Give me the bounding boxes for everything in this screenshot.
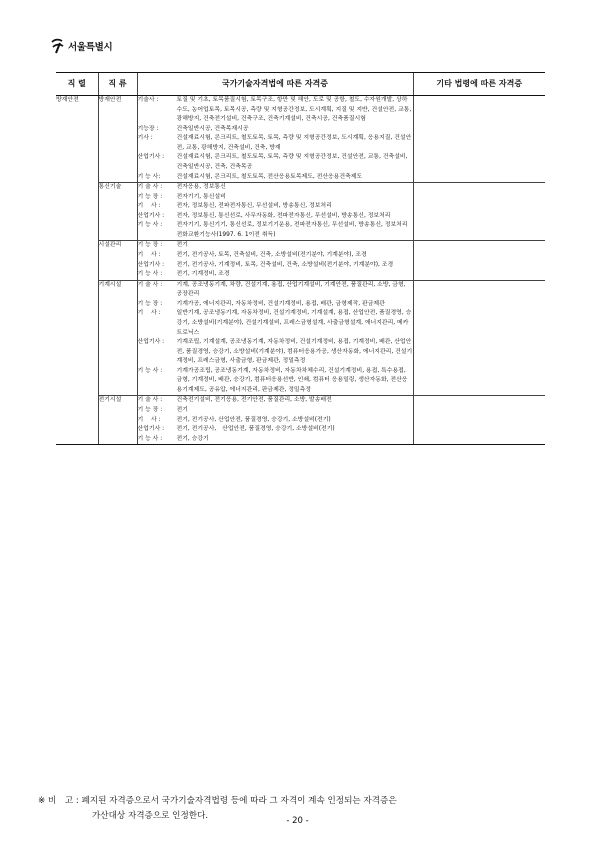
cert-entry xyxy=(138,183,413,193)
cert-field-list: 전기 xyxy=(176,407,188,413)
cert-entry xyxy=(138,212,413,222)
cert-entry xyxy=(138,270,413,280)
cert-entry xyxy=(138,125,413,135)
cert-grade-label: 기 술 사 : xyxy=(137,184,163,191)
national-cert-cell xyxy=(137,280,413,396)
seoul-logo-icon xyxy=(50,38,66,54)
cert-entry xyxy=(138,435,413,445)
logo-text: 서울특별시 xyxy=(68,42,113,53)
other-cert-cell xyxy=(413,241,545,280)
cert-field-list: 건축일반시공, 건축목재시공 xyxy=(176,125,249,132)
header-national-cert: 국가기술자격법에 따른 자격증 xyxy=(137,73,413,96)
table-row xyxy=(56,241,545,280)
cert-field-list: 건설재료시험, 콘크리트, 철도토목, 토목, 측량 및 지형공간정보, 도시계획, 응용지질, 건설안전, 교통, 광해방지, 건축설비, 건축, 방재 xyxy=(176,135,412,151)
cert-field-list: 토질 및 기초, 토목품질시험, 토목구조, 항만 및 해안, 도로 및 공항, 철도, 수자원개발, 상하수도, 농어업토목, 토목시공, 측량 및 지형공간정보, 도시계획, 지질 및 지반, 건설안전, 교통, 광해방지, 건축전기설비, 건축구조, 건축기계설비, 건축시공, 건축품질시험 xyxy=(176,97,412,123)
cert-grade-label: 기 사 : xyxy=(137,416,161,423)
national-cert-cell xyxy=(137,183,413,241)
other-cert-cell xyxy=(413,96,545,183)
cert-grade-label: 기능장 : xyxy=(137,125,159,132)
cert-grade-label: 기술사 : xyxy=(137,97,159,103)
cert-entry xyxy=(138,309,413,338)
cert-grade-label: 기 능 장 : xyxy=(137,407,163,413)
cert-field-list: 전기, 승강기 xyxy=(176,435,209,442)
header-other-cert: 기타 법령에 따른 자격증 xyxy=(413,73,545,96)
cert-field-list: 전화교환기능사(1997. 6. 1이전 취득) xyxy=(176,231,276,238)
seoul-logo xyxy=(50,38,112,54)
table-row xyxy=(56,96,545,183)
cert-grade-label: 기 능 장 : xyxy=(137,242,163,249)
cert-grade-label: 기 능 장 : xyxy=(137,300,163,307)
cert-entry xyxy=(138,202,413,212)
cert-grade-label: 기 능 사: xyxy=(137,173,161,180)
cert-field-list: 전기, 전기공사, 토목, 건축설비, 건축, 소방설비(전기분야, 기계분야), 조경 xyxy=(176,252,367,258)
cert-field-list: 기계, 공조냉동기계, 차량, 건설기계, 용접, 산업기계설비, 기계안전, 품질관리, 소방, 금형, 공장관리 xyxy=(176,281,406,298)
cert-field-list: 일반기계, 공조냉동기계, 자동차정비, 건설기계정비, 기계설계, 용접, 산업안전, 품질경영, 승강기, 소방설비(기계분야), 건설기계설비, 프레스금형설계, 사출금형설계, 에너지관리, 메카트로닉스 xyxy=(176,310,412,336)
table-body xyxy=(56,96,545,445)
jikryu-cell: 전기시설 xyxy=(98,396,137,445)
cert-field-list: 전기, 기계정비, 조경 xyxy=(176,271,230,278)
cert-entry xyxy=(138,261,413,271)
cert-field-list: 전자기기, 통신기기, 통신선로, 정보기기운용, 전파전자통신, 무선설비, 방송통신, 정보처리 xyxy=(176,222,408,229)
jikryu-cell: 통신기술 xyxy=(98,183,137,241)
cert-grade-label xyxy=(138,231,177,241)
cert-entry xyxy=(138,367,413,396)
cert-field-list: 전기, 전기공사, 산업안전, 품질경영, 승강기, 소방설비(전기) xyxy=(176,426,335,433)
cert-grade-label: 기 술 사 : xyxy=(137,281,163,288)
other-cert-cell xyxy=(413,183,545,241)
cert-grade-label: 산업기사 : xyxy=(137,154,165,161)
cert-grade-label: 기 능 사 : xyxy=(137,222,163,229)
cert-entry xyxy=(138,231,413,241)
table-header-row xyxy=(56,73,545,96)
cert-field-list: 건축전기설비, 전기응용, 전기안전, 품질관리, 소방, 발송배전 xyxy=(176,397,332,404)
table-row xyxy=(56,280,545,396)
cert-entry xyxy=(138,173,413,183)
cert-field-list: 건설재료시험, 콘크리트, 철도토목, 토목, 측량 및 지형공간정보, 건설안전, 교통, 건축설비, 건축일반시공, 건축, 건축목공 xyxy=(176,154,408,170)
cert-entry xyxy=(138,221,413,231)
jikryeol-cell: 방재안전 xyxy=(56,96,98,281)
cert-entry xyxy=(138,425,413,435)
cert-entry xyxy=(138,193,413,203)
jikryeol-cell xyxy=(56,280,98,396)
cert-entry xyxy=(138,416,413,426)
jikryu-cell: 기계시설 xyxy=(98,280,137,396)
cert-field-list: 기계가공조립, 공조냉동기계, 자동차정비, 자동차차체수리, 건설기계정비, 용접, 특수용접, 금형, 기계정비, 배관, 승강기, 컴퓨터응용선반, 인쇄, 컴퓨터 응용밀링, 생산자동화, 전산응용기계제도, 공유압, 에너지관리, 판금제관, 정밀측정 xyxy=(176,367,408,393)
cert-grade-label: 기 사 : xyxy=(137,203,161,210)
cert-field-list: 전기, 전기공사, 기계정비, 토목, 건축설비, 건축, 소방설비(전기분야, 기계분야), 조경 xyxy=(176,261,394,268)
cert-entry xyxy=(138,96,413,125)
cert-entry xyxy=(138,338,413,367)
cert-grade-label: 기 능 사 : xyxy=(137,435,163,442)
cert-grade-label: 기 사 : xyxy=(137,310,161,317)
cert-grade-label: 기 능 사 : xyxy=(137,367,163,374)
other-cert-cell xyxy=(413,280,545,396)
cert-grade-label: 산업기사 : xyxy=(137,426,165,433)
cert-grade-label: 산업기사 : xyxy=(137,212,165,219)
header-jikryu: 직 류 xyxy=(98,73,137,96)
national-cert-cell xyxy=(137,396,413,445)
cert-entry xyxy=(138,153,413,172)
cert-field-list: 전자, 정보통신, 전파전자통신, 무선설비, 방송통신, 정보처리 xyxy=(176,203,332,210)
cert-grade-label: 기 능 장 : xyxy=(137,193,163,200)
cert-field-list: 건설재료시험, 콘크리트, 철도토목, 전산응용토목제도, 전산응용건축제도 xyxy=(176,173,363,180)
cert-grade-label: 산업기사 : xyxy=(137,261,165,268)
cert-entry xyxy=(138,134,413,153)
national-cert-cell xyxy=(137,96,413,183)
cert-entry xyxy=(138,300,413,310)
cert-entry xyxy=(138,396,413,406)
cert-entry xyxy=(138,241,413,251)
other-cert-cell xyxy=(413,396,545,445)
header-jikryeol: 직 렬 xyxy=(56,73,98,96)
cert-grade-label: 산업기사 : xyxy=(137,339,165,346)
national-cert-cell xyxy=(137,241,413,280)
cert-grade-label: 기사 : xyxy=(137,135,153,142)
cert-field-list: 전자기기, 통신설비 xyxy=(176,193,226,200)
cert-entry xyxy=(138,406,413,416)
cert-grade-label: 기 능 사 : xyxy=(137,271,163,278)
cert-entry xyxy=(138,281,413,300)
cert-field-list: 전기 xyxy=(176,242,188,249)
cert-field-list: 전자응용, 정보통신 xyxy=(176,184,226,191)
table-row xyxy=(56,183,545,241)
cert-grade-label: 기 술 사 : xyxy=(137,397,163,404)
cert-entry xyxy=(138,251,413,261)
jikryu-cell: 방재안전 xyxy=(98,96,137,183)
page-number: - 20 - xyxy=(286,816,309,826)
table-row xyxy=(56,396,545,445)
cert-field-list: 전자, 정보통신, 통신선로, 사무자동화, 전파전자통신, 무선설비, 방송통신, 정보처리 xyxy=(176,212,391,219)
cert-field-list: 전기, 전기공사, 산업안전, 품질경영, 승강기, 소방설비(전기) xyxy=(176,416,331,423)
cert-grade-label: 기 사 : xyxy=(137,252,161,258)
remark-line-2: 가산대상 자격증으로 인정한다. xyxy=(92,811,209,822)
jikryu-cell: 시설관리 xyxy=(98,241,137,280)
jikryeol-cell xyxy=(56,396,98,445)
remark-line-1: ※ 비 고 : 폐지된 자격증으로서 국가기술자격법령 등에 따라 그 자격이 계속 인정되는 자격증은 xyxy=(38,796,397,806)
certificate-table xyxy=(56,72,545,445)
cert-field-list: 기계조립, 기계설계, 공조냉동기계, 자동차정비, 건설기계정비, 용접, 기계정비, 배관, 산업안전, 품질경영, 승강기, 소방설비(기계분야), 컴퓨터응용가공, 생산자동화, 에너지관리, 건설기계정비, 프레스금형, 사출금형, 판금제관, 정밀측정 xyxy=(176,339,413,365)
cert-field-list: 기계가공, 에너지관리, 자동차정비, 건설기계정비, 용접, 배관, 금형제작, 판금제관 xyxy=(176,300,385,307)
